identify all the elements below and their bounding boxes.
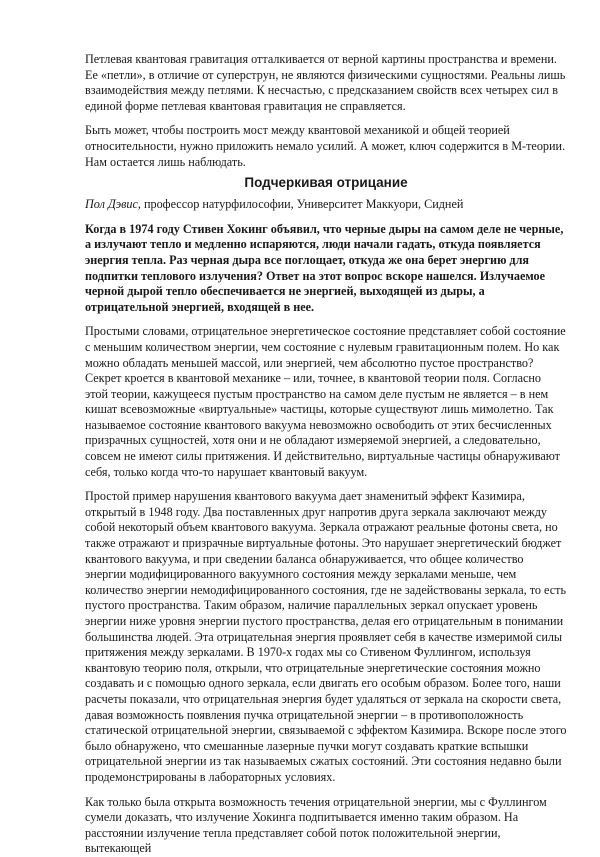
author-affiliation: профессор натурфилософии, Университет Маккуори, Сидней: [140, 197, 464, 212]
body-paragraph-1: Простыми словами, отрицательное энергетическое состояние представляет собой состояние с меньшим количеством энергии, чем состояние с нулевым гравитационным полем. Но как можно обладать меньшей массой, или энергией, чем абсолютно пустое пространство? Секрет кроется в квантовой механике – или, точнее, в квантовой теории поля. Согласно этой теории, кажущееся пустым пространство на самом деле пустым не является – в нем кишат всевозможные «виртуальные» частицы, которые существуют лишь мимолетно. Так называемое состояние квантового вакуума невозможно освободить от этих бесчисленных призрачных сущностей, хотя они и не обладают измеряемой энергией, а следовательно, совсем не имеют силы притяжения. И действительно, виртуальные частицы обнаруживают себя, только когда что-то нарушает квантовый вакуум.: [85, 324, 566, 479]
lead-paragraph: Когда в 1974 году Стивен Хокинг объявил, что черные дыры на самом деле не черные, а излучают тепло и медленно испаряются, люди начали гадать, откуда появляется энергия тепла. Раз черная дыра все поглощает, откуда же она берет энергию для подпитки теплового излучения? Ответ на этот вопрос вскоре нашелся. Излучаемое черной дырой тепло обеспечивается не энергией, выходящей из дыры, а отрицательной энергией, входящей в нее.: [85, 221, 564, 314]
author-name: Пол Дэвис,: [85, 197, 141, 212]
intro-paragraph-2: Быть может, чтобы построить мост между квантовой механикой и общей теорией относительности, нужно приложить немало усилий. А может, ключ содержится в М-теории. Нам остается лишь наблюдать.: [85, 123, 566, 169]
body-paragraph-3: Как только была открыта возможность течения отрицательной энергии, мы с Фуллингом сумели доказать, что излучение Хокинга подпитывается именно таким образом. На расстоянии излучение тепла представляет собой поток положительной энергии, вытекающей: [85, 794, 547, 856]
body-paragraph-2: Простой пример нарушения квантового вакуума дает знаменитый эффект Казимира, открытый в 1948 году. Два поставленных друг напротив друга зеркала заключают между собой некоторый объем квантового вакуума. Зеркала отражают реальные фотоны света, но также отражают и призрачные виртуальные фотоны. Это нарушает энергетический бюджет квантового вакуума, и при сведении баланса обнаруживается, что общее количество энергии модифицированного вакуумного состояния между зеркалами меньше, чем количество энергии немодифицированного состояния, где не задействованы зеркала, то есть пустого пространства. Таким образом, наличие параллельных зеркал опускает уровень энергии ниже уровня энергии пустого пространства, делая его отрицательным в понимании большинства людей. Эта отрицательная энергия проявляет себя в качестве измеримой силы притяжения между зеркалами. В 1970-х годах мы со Стивеном Фуллингом, используя квантовую теорию поля, открыли, что отрицательные энергетические состояния можно создавать и с помощью одного зеркала, если двигать его особым образом. Более того, наши расчеты показали, что отрицательная энергия будет удаляться от зеркала на скорости света, давая возможность появления пучка отрицательной энергии – в противоположность статической отрицательной энергии, связываемой с эффектом Казимира. Вскоре после этого было обнаружено, что смешанные лазерные пучки могут создавать краткие вспышки отрицательной энергии из так называемых сжатых состояний. Эти состояния недавно были продемонстрированы в лабораторных условиях.: [85, 489, 567, 784]
author-line: [85, 197, 567, 213]
document-page: [85, 52, 567, 857]
section-title: Подчеркивая отрицание: [244, 175, 408, 191]
intro-paragraph-1: Петлевая квантовая гравитация отталкивается от верной картины пространства и времени. Ее «петли», в отличие от суперструн, не являются физическими сущностями. Реальны лишь взаимодействия между петлями. К несчастью, с предсказанием свойств всех четырех сил в единой форме петлевая квантовая гравитация не справляется.: [85, 52, 566, 113]
